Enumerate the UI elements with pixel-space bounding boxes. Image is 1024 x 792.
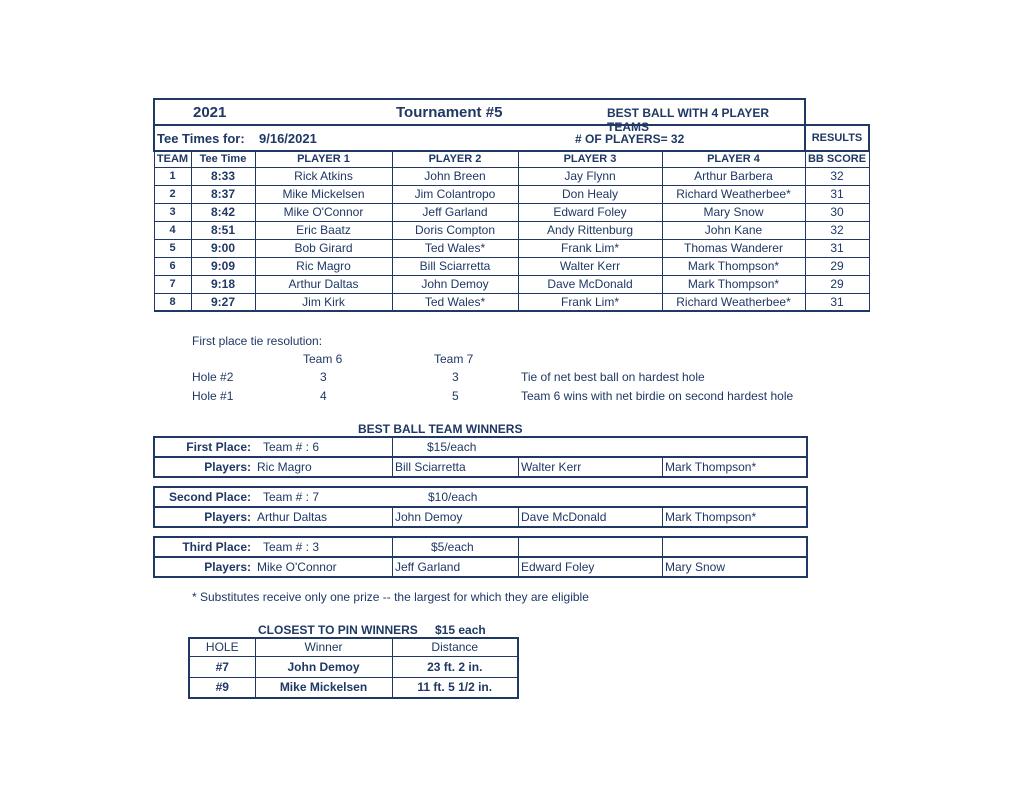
ctp-table <box>188 637 519 699</box>
tie-hole: Hole #2 <box>192 370 234 384</box>
players-label: Players: <box>204 460 251 474</box>
winners-title: BEST BALL TEAM WINNERS <box>358 422 523 436</box>
player-2: Ted Wales* <box>392 239 518 257</box>
col-header-player-4: PLAYER 4 <box>662 151 805 167</box>
bb-score: 31 <box>805 239 869 257</box>
player-2: Ted Wales* <box>392 293 518 311</box>
ctp-hole: #7 <box>189 656 255 677</box>
player-1: Mike O'Connor <box>255 203 392 221</box>
team-rows <box>154 167 869 311</box>
team-number: 5 <box>154 239 191 257</box>
tee-time: 9:00 <box>191 239 255 257</box>
player-1: Rick Atkins <box>255 167 392 185</box>
tie-title: First place tie resolution: <box>192 334 323 348</box>
col-header-tee-time: Tee Time <box>191 151 255 167</box>
player-2: John Breen <box>392 167 518 185</box>
player-3: Frank Lim* <box>518 239 662 257</box>
ctp-header-distance: Distance <box>392 638 518 656</box>
place-label: First Place: <box>186 440 251 454</box>
first-place-box <box>153 436 808 478</box>
player-2: Jim Colantropo <box>392 185 518 203</box>
ctp-distance: 23 ft. 2 in. <box>392 656 518 677</box>
player-3: Dave McDonald <box>518 275 662 293</box>
col-header-player-2: PLAYER 2 <box>392 151 518 167</box>
tee-date: 9/16/2021 <box>259 131 317 146</box>
place-team: Team # : 7 <box>263 490 320 504</box>
bb-score: 30 <box>805 203 869 221</box>
winner-player: Mike O'Connor <box>257 560 337 574</box>
third-place-box <box>153 536 808 578</box>
winner-player: Walter Kerr <box>518 458 662 476</box>
year-label: 2021 <box>193 104 227 121</box>
table-row <box>154 185 869 203</box>
table-row <box>154 293 869 311</box>
team-number: 4 <box>154 221 191 239</box>
second-place-box <box>153 486 808 528</box>
player-4: Mark Thompson* <box>662 275 805 293</box>
player-4: Thomas Wanderer <box>662 239 805 257</box>
table-row <box>189 677 518 698</box>
ctp-prize: $15 each <box>435 623 486 637</box>
ctp-winner: John Demoy <box>255 656 392 677</box>
player-4: Richard Weatherbee* <box>662 293 805 311</box>
winner-player: Edward Foley <box>518 558 662 576</box>
players-label: Players: <box>204 560 251 574</box>
player-2: Doris Compton <box>392 221 518 239</box>
tie-score-b: 3 <box>452 370 459 384</box>
col-header-player-1: PLAYER 1 <box>255 151 392 167</box>
bb-score: 32 <box>805 167 869 185</box>
substitute-note: * Substitutes receive only one prize -- the largest for which they are eligible <box>192 590 589 604</box>
tee-time: 9:27 <box>191 293 255 311</box>
player-2: Jeff Garland <box>392 203 518 221</box>
bb-score: 31 <box>805 293 869 311</box>
winner-player: Mary Snow <box>662 558 802 576</box>
winner-player: John Demoy <box>392 508 518 526</box>
place-prize: $5/each <box>392 538 518 556</box>
tie-hole: Hole #1 <box>192 389 234 403</box>
tie-note: Team 6 wins with net birdie on second hardest hole <box>521 389 794 403</box>
player-1: Eric Baatz <box>255 221 392 239</box>
table-row <box>154 203 869 221</box>
place-team: Team # : 6 <box>263 440 320 454</box>
tee-time: 9:09 <box>191 257 255 275</box>
tee-times-label: Tee Times for: <box>157 131 245 146</box>
place-team: Team # : 3 <box>263 540 320 554</box>
col-header-team: TEAM <box>154 151 191 167</box>
team-number: 6 <box>154 257 191 275</box>
place-prize: $10/each <box>428 490 478 504</box>
place-label: Third Place: <box>182 540 251 554</box>
player-3: Edward Foley <box>518 203 662 221</box>
ctp-header-hole: HOLE <box>189 638 255 656</box>
winner-player: Mark Thompson* <box>662 458 802 476</box>
bb-score: 29 <box>805 257 869 275</box>
player-3: Frank Lim* <box>518 293 662 311</box>
tie-score-b: 5 <box>452 389 459 403</box>
col-header-player-3: PLAYER 3 <box>518 151 662 167</box>
winner-player: Ric Magro <box>257 460 312 474</box>
tie-note: Tie of net best ball on hardest hole <box>521 370 705 384</box>
player-1: Bob Girard <box>255 239 392 257</box>
tie-team-b: Team 7 <box>434 352 474 366</box>
tie-score-a: 3 <box>320 370 327 384</box>
ctp-hole: #9 <box>189 677 255 698</box>
tee-time: 8:33 <box>191 167 255 185</box>
team-number: 7 <box>154 275 191 293</box>
player-4: Mary Snow <box>662 203 805 221</box>
ctp-winner: Mike Mickelsen <box>255 677 392 698</box>
tournament-title: Tournament #5 <box>396 104 503 121</box>
tie-team-a: Team 6 <box>303 352 343 366</box>
table-row <box>154 257 869 275</box>
team-number: 1 <box>154 167 191 185</box>
player-1: Jim Kirk <box>255 293 392 311</box>
team-number: 8 <box>154 293 191 311</box>
empty-cell <box>662 538 802 556</box>
table-row <box>189 656 518 677</box>
table-row <box>154 239 869 257</box>
winner-player: Dave McDonald <box>518 508 662 526</box>
tee-time-table <box>153 98 870 312</box>
player-1: Mike Mickelsen <box>255 185 392 203</box>
winner-player: Mark Thompson* <box>662 508 802 526</box>
player-4: Richard Weatherbee* <box>662 185 805 203</box>
tie-score-a: 4 <box>320 389 327 403</box>
bb-score: 29 <box>805 275 869 293</box>
player-3: Walter Kerr <box>518 257 662 275</box>
players-label: Players: <box>204 510 251 524</box>
bb-score: 31 <box>805 185 869 203</box>
winner-player: Arthur Daltas <box>257 510 328 524</box>
bb-score: 32 <box>805 221 869 239</box>
table-row <box>154 221 869 239</box>
ctp-header-winner: Winner <box>255 638 392 656</box>
place-label: Second Place: <box>168 490 251 504</box>
winner-player: Jeff Garland <box>392 558 518 576</box>
tee-time: 8:51 <box>191 221 255 239</box>
table-row <box>154 275 869 293</box>
player-1: Arthur Daltas <box>255 275 392 293</box>
player-2: Bill Sciarretta <box>392 257 518 275</box>
tee-time: 8:37 <box>191 185 255 203</box>
ctp-title: CLOSEST TO PIN WINNERS <box>258 623 418 637</box>
player-3: Don Healy <box>518 185 662 203</box>
table-row <box>154 167 869 185</box>
player-3: Jay Flynn <box>518 167 662 185</box>
player-2: John Demoy <box>392 275 518 293</box>
place-prize: $15/each <box>392 438 802 456</box>
tee-time: 9:18 <box>191 275 255 293</box>
tee-time: 8:42 <box>191 203 255 221</box>
empty-cell <box>518 538 662 556</box>
num-players: # OF PLAYERS= 32 <box>575 132 685 146</box>
format-label: BEST BALL WITH 4 PLAYER TEAMS <box>607 106 770 134</box>
player-3: Andy Rittenburg <box>518 221 662 239</box>
results-header: RESULTS <box>805 125 869 151</box>
team-number: 2 <box>154 185 191 203</box>
winner-player: Bill Sciarretta <box>392 458 518 476</box>
player-1: Ric Magro <box>255 257 392 275</box>
ctp-distance: 11 ft. 5 1/2 in. <box>392 677 518 698</box>
player-4: John Kane <box>662 221 805 239</box>
player-4: Arthur Barbera <box>662 167 805 185</box>
team-number: 3 <box>154 203 191 221</box>
player-4: Mark Thompson* <box>662 257 805 275</box>
col-header-bb-score: BB SCORE <box>805 151 869 167</box>
